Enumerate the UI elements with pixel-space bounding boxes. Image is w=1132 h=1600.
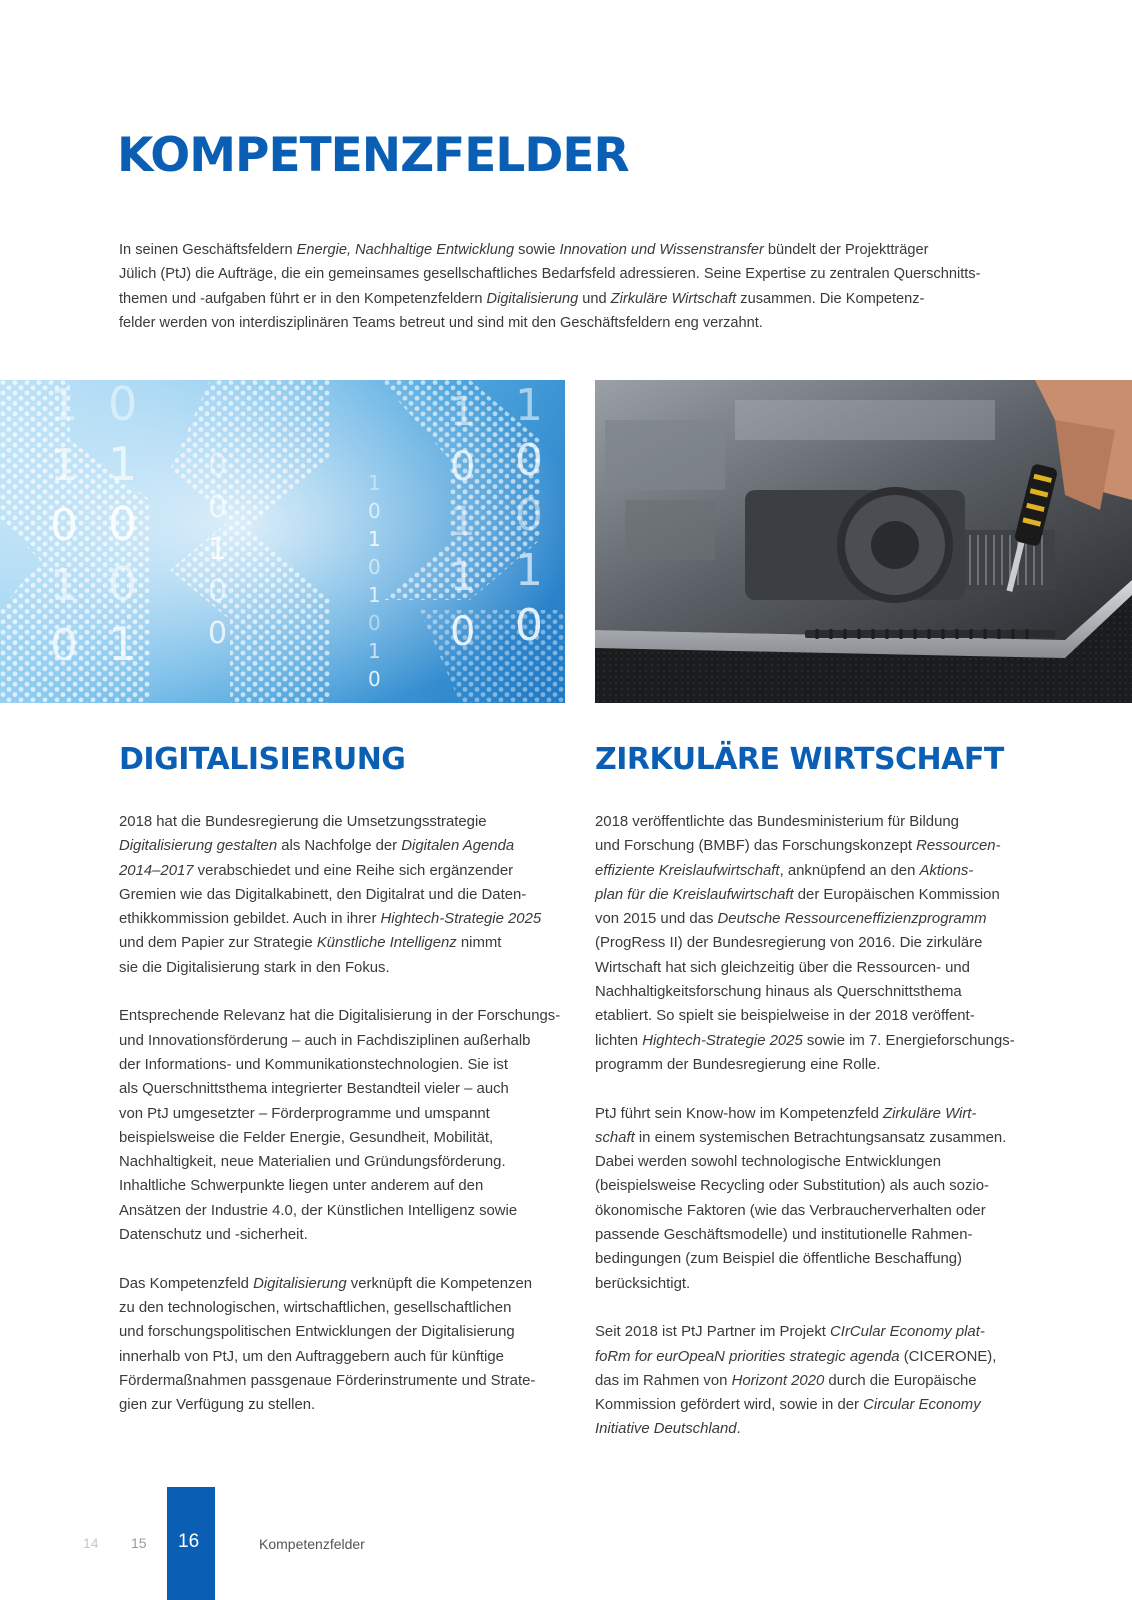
italic-term: Zirkuläre Wirt- — [883, 1105, 977, 1122]
text-line — [119, 238, 1019, 262]
footer-section-label: Kompetenzfelder — [259, 1536, 365, 1552]
text-run: 2018 veröffentlichte das Bundesministerium für Bildung — [595, 814, 959, 830]
text-run: Fördermaßnahmen passgenaue Förderinstrumente und Strate- — [119, 1372, 536, 1389]
text-line — [119, 1296, 569, 1320]
binary-digit: 0 — [515, 600, 543, 651]
text-run: Gremien wie das Digitalkabinett, den Digitalrat und die Daten- — [119, 886, 527, 903]
italic-term: Digitalen Agenda — [401, 838, 515, 855]
binary-digit: 1 — [515, 380, 543, 431]
text-run: Datenschutz und -sicherheit. — [119, 1227, 308, 1244]
zirkulaere-wirtschaft-text — [595, 810, 1045, 1466]
italic-term: Deutsche Ressourceneffizienzprogramm — [717, 911, 987, 928]
italic-term: Digitalisierung — [253, 1275, 347, 1292]
text-line — [595, 1272, 1045, 1296]
text-run: Ansätzen der Industrie 4.0, der Künstlichen Intelligenz sowie — [119, 1202, 518, 1219]
text-line — [595, 1345, 1045, 1369]
text-line — [595, 956, 1045, 980]
text-run: von PtJ umgesetzter – Förderprogramme und umspannt — [119, 1105, 490, 1122]
binary-digit: 1 — [368, 471, 381, 495]
text-line — [595, 1417, 1045, 1441]
laptop-repair-graphic — [595, 380, 1132, 703]
text-run: von 2015 und das — [595, 911, 718, 928]
page-number-current: 16 — [178, 1531, 200, 1552]
binary-digit: 1 — [108, 617, 138, 671]
text-run: gien zur Verfügung zu stellen. — [119, 1397, 316, 1414]
binary-digit: 0 — [515, 490, 543, 541]
text-run: felder werden von interdisziplinären Teams betreut und sind mit den Geschäftsfeldern eng verzahnt. — [119, 314, 763, 331]
digital-binary-hexagon-image — [0, 380, 565, 703]
section-heading-digitalisierung: DIGITALISIERUNG — [119, 742, 406, 777]
italic-term: schaft — [595, 1129, 635, 1146]
text-line — [119, 1053, 569, 1077]
binary-digit: 0 — [108, 557, 138, 611]
text-line — [595, 883, 1045, 907]
text-run: PtJ führt sein Know-how im Kompetenzfeld — [595, 1105, 884, 1122]
text-run: , anknüpfend an den — [779, 862, 920, 879]
text-line — [119, 1320, 569, 1344]
text-run: nimmt — [456, 935, 502, 952]
text-run: Jülich (PtJ) die Aufträge, die ein gemeinsames gesellschaftliches Bedarfsfeld adressieren. Seine Expertise zu zentralen Querschnitts- — [119, 266, 981, 283]
text-run: das im Rahmen von — [595, 1372, 732, 1389]
text-line — [119, 1004, 569, 1028]
binary-digit: 0 — [208, 574, 228, 609]
text-run: etabliert. So spielt sie beispielweise in der 2018 veröffent- — [595, 1008, 975, 1025]
text-line — [119, 834, 569, 858]
text-line — [595, 907, 1045, 931]
text-line — [119, 287, 1019, 311]
text-run: in einem systemischen Betrachtungsansatz zusammen. — [634, 1129, 1007, 1146]
italic-term: Hightech-Strategie 2025 — [642, 1032, 803, 1049]
binary-digit: 0 — [50, 500, 78, 551]
italic-term: CIrCular Economy plat- — [830, 1324, 985, 1341]
text-run: durch die Europäische — [824, 1372, 977, 1389]
text-run: zu den technologischen, wirtschaftlichen, gesellschaftlichen — [119, 1299, 512, 1316]
text-run: lichten — [595, 1032, 643, 1049]
text-run: und — [578, 290, 611, 307]
binary-digit: 1 — [208, 532, 228, 567]
binary-digit: 1 — [450, 499, 476, 545]
text-line — [119, 1174, 569, 1198]
text-run: bündelt der Projektträger — [763, 242, 929, 258]
text-run: 2018 hat die Bundesregierung die Umsetzungsstrategie — [119, 814, 487, 830]
text-line — [595, 980, 1045, 1004]
text-run: und Innovationsförderung – auch in Fachdisziplinen außerhalb — [119, 1032, 531, 1049]
italic-term: Horizont 2020 — [731, 1372, 825, 1389]
binary-digit: 0 — [108, 380, 138, 431]
text-run: Seit 2018 ist PtJ Partner im Projekt — [595, 1324, 831, 1341]
binary-digit: 0 — [368, 667, 381, 691]
text-run: In seinen Geschäftsfeldern — [119, 242, 297, 258]
paragraph — [119, 1004, 569, 1247]
text-run: bedingungen (zum Beispiel die öffentliche Beschaffung) — [595, 1251, 963, 1268]
text-run: themen und -aufgaben führt er in den Kompetenzfeldern — [119, 290, 487, 307]
text-run: der Europäischen Kommission — [793, 886, 1000, 903]
text-line — [119, 1223, 569, 1247]
intro-paragraph — [119, 238, 1019, 335]
text-run: (ProgRess II) der Bundesregierung von 2016. Die zirkuläre — [595, 935, 983, 952]
text-line — [119, 1393, 569, 1417]
text-line — [119, 1077, 569, 1101]
binary-digit: 0 — [208, 448, 228, 483]
page-number-15: 15 — [131, 1535, 147, 1551]
text-line — [119, 956, 569, 980]
paragraph — [595, 1320, 1045, 1441]
text-run: (CICERONE), — [899, 1348, 997, 1365]
text-line — [595, 1393, 1045, 1417]
text-line — [119, 1150, 569, 1174]
text-run: programm der Bundesregierung eine Rolle. — [595, 1056, 881, 1073]
text-line — [119, 1126, 569, 1150]
text-run: . — [736, 1421, 741, 1438]
binary-digit: 0 — [108, 497, 138, 551]
text-line — [595, 1126, 1045, 1150]
text-line — [119, 810, 569, 834]
paragraph — [119, 1272, 569, 1418]
italic-term: Digitalisierung gestalten — [119, 838, 278, 855]
italic-term: Aktions- — [919, 862, 974, 879]
text-run: verabschiedet und eine Reihe sich ergänzender — [193, 862, 514, 879]
text-line — [119, 931, 569, 955]
italic-term: Ressourcen- — [916, 838, 1001, 855]
binary-digit: 0 — [368, 555, 381, 579]
italic-term: Digitalisierung — [486, 290, 579, 307]
text-line — [119, 1199, 569, 1223]
laptop-repair-screwdriver-image — [595, 380, 1132, 703]
text-run: berücksichtigt. — [595, 1275, 691, 1292]
text-line — [595, 1174, 1045, 1198]
binary-digit: 0 — [208, 616, 228, 651]
italic-term: Innovation und Wissenstransfer — [559, 242, 764, 258]
italic-term: Circular Economy — [863, 1397, 981, 1414]
paragraph — [119, 810, 569, 980]
text-line — [119, 907, 569, 931]
binary-digit: 1 — [450, 554, 476, 600]
italic-term: 2014–2017 — [119, 862, 194, 879]
italic-term: effiziente Kreislaufwirtschaft — [595, 862, 780, 879]
text-run: der Informations- und Kommunikationstechnologien. Sie ist — [119, 1056, 509, 1073]
text-line — [595, 1004, 1045, 1028]
italic-term: Zirkuläre Wirtschaft — [610, 290, 737, 307]
text-run: als Nachfolge der — [277, 838, 402, 855]
binary-digit: 0 — [368, 499, 381, 523]
text-run: Kommission gefördert wird, sowie in der — [595, 1397, 864, 1414]
text-line — [119, 311, 1019, 335]
page-number-14: 14 — [83, 1535, 99, 1551]
text-line — [595, 1223, 1045, 1247]
text-line — [119, 1272, 569, 1296]
binary-digit: 0 — [50, 620, 78, 671]
text-line — [119, 1102, 569, 1126]
binary-digit: 1 — [108, 437, 138, 491]
binary-digit: 0 — [450, 609, 476, 655]
section-heading-zirkulaere-wirtschaft: ZIRKULÄRE WIRTSCHAFT — [595, 742, 1004, 777]
text-run: (beispielsweise Recycling oder Substitution) als auch sozio- — [595, 1178, 989, 1195]
text-run: Inhaltliche Schwerpunkte liegen unter anderem auf den — [119, 1178, 484, 1195]
text-line — [119, 883, 569, 907]
binary-digit: 1 — [368, 583, 381, 607]
text-line — [595, 859, 1045, 883]
text-run: Wirtschaft hat sich gleichzeitig über die Ressourcen- und — [595, 959, 970, 976]
text-line — [119, 1369, 569, 1393]
text-run: Entsprechende Relevanz hat die Digitalisierung in der Forschungs- — [119, 1008, 561, 1025]
italic-term: Künstliche Intelligenz — [316, 935, 457, 952]
text-line — [119, 1345, 569, 1369]
digitalisierung-text — [119, 810, 569, 1442]
binary-pattern-graphic — [0, 380, 565, 703]
text-run: sie die Digitalisierung stark in den Fokus. — [119, 959, 390, 976]
text-line — [119, 262, 1019, 286]
text-run: als Querschnittsthema integrierter Bestandteil vieler – auch — [119, 1081, 509, 1098]
binary-digit: 0 — [208, 490, 228, 525]
text-run: sowie im 7. Energieforschungs- — [802, 1032, 1015, 1049]
text-run: ökonomische Faktoren (wie das Verbraucherverhalten oder — [595, 1202, 986, 1219]
text-run: Das Kompetenzfeld — [119, 1275, 254, 1292]
text-run: und Forschung (BMBF) das Forschungskonzept — [595, 838, 917, 855]
italic-term: Hightech-Strategie 2025 — [380, 911, 542, 928]
binary-digit: 1 — [368, 639, 381, 663]
binary-digit: 1 — [50, 380, 78, 431]
text-run: Nachhaltigkeit, neue Materialien und Gründungsförderung. — [119, 1154, 506, 1171]
binary-digit: 0 — [450, 444, 476, 490]
text-line — [119, 1029, 569, 1053]
binary-digit: 1 — [450, 389, 476, 435]
binary-digit: 1 — [50, 560, 78, 611]
text-line — [595, 1199, 1045, 1223]
text-run: sowie — [514, 242, 560, 258]
text-run: passende Geschäftsmodelle) und institutionelle Rahmen- — [595, 1227, 973, 1244]
text-line — [119, 859, 569, 883]
text-line — [595, 834, 1045, 858]
text-run: beispielsweise die Felder Energie, Gesundheit, Mobilität, — [119, 1129, 494, 1146]
text-line — [595, 931, 1045, 955]
binary-digit: 1 — [368, 527, 381, 551]
italic-term: foRm for eurOpeaN priorities strategic agenda — [595, 1348, 900, 1365]
text-run: zusammen. Die Kompetenz- — [736, 290, 925, 307]
italic-term: Initiative Deutschland — [595, 1421, 737, 1438]
italic-term: Energie, Nachhaltige Entwicklung — [296, 242, 515, 258]
text-line — [595, 1150, 1045, 1174]
text-line — [595, 1247, 1045, 1271]
text-run: verknüpft die Kompetenzen — [346, 1275, 533, 1292]
page-title: KOMPETENZFELDER — [117, 128, 629, 183]
text-run: ethikkommission gebildet. Auch in ihrer — [119, 911, 381, 928]
text-line — [595, 1320, 1045, 1344]
text-line — [595, 1029, 1045, 1053]
text-line — [595, 810, 1045, 834]
paragraph — [595, 810, 1045, 1077]
text-line — [595, 1102, 1045, 1126]
text-run: und forschungspolitischen Entwicklungen der Digitalisierung — [119, 1324, 515, 1341]
text-run: Nachhaltigkeitsforschung hinaus als Querschnittsthema — [595, 984, 962, 1001]
text-line — [595, 1369, 1045, 1393]
text-line — [595, 1053, 1045, 1077]
paragraph — [595, 1102, 1045, 1296]
binary-digit: 1 — [515, 545, 543, 596]
text-run: innerhalb von PtJ, um den Auftraggebern auch für künftige — [119, 1348, 504, 1365]
binary-digit: 1 — [50, 440, 78, 491]
text-run: und dem Papier zur Strategie — [119, 935, 317, 952]
binary-digit: 0 — [368, 611, 381, 635]
italic-term: plan für die Kreislaufwirtschaft — [595, 886, 794, 903]
binary-digit: 0 — [515, 435, 543, 486]
text-run: Dabei werden sowohl technologische Entwicklungen — [595, 1154, 942, 1171]
